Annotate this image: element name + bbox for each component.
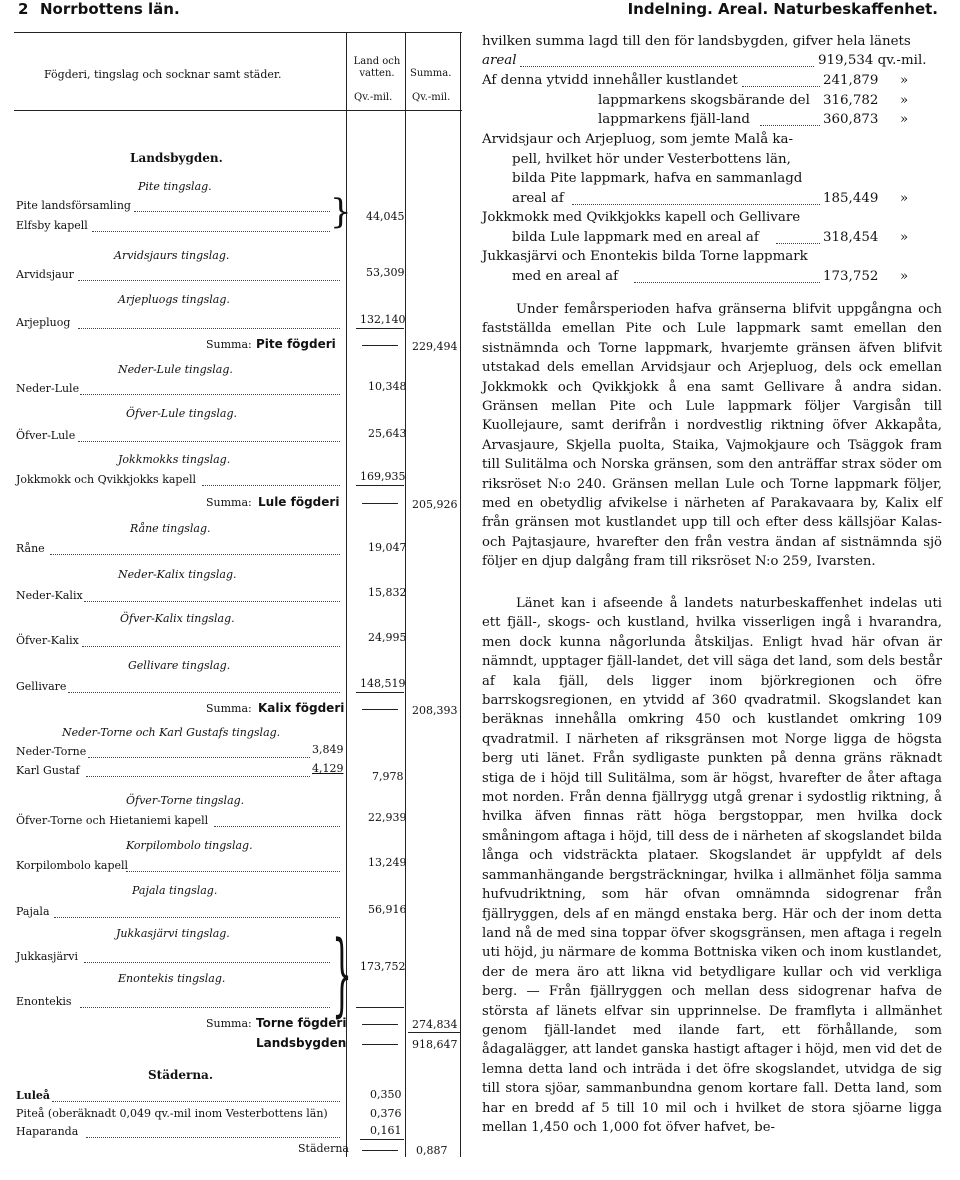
text-line: lappmarkens skogsbärande del [598,93,810,108]
tingslag-heading: Råne tingslag. [130,522,211,535]
area-value: 24,995 [368,631,407,644]
page-number: 2 [18,0,29,18]
area-value: 316,782 [823,93,879,108]
summa-label: Summa: [206,1017,252,1030]
section-staderna: Städerna. [148,1068,214,1082]
area-value: 53,309 [366,266,405,279]
head-rule [14,110,462,111]
area-value: 25,643 [368,427,407,440]
parish-name: Öfver-Kalix [16,634,79,647]
parish-name: Elfsby kapell [16,219,88,232]
ditto-mark: » [900,269,909,284]
ditto-mark: » [900,230,909,245]
parish-name: Jokkmokk och Qvikkjokks kapell [16,473,197,486]
paragraph-boundaries: Under femårsperioden hafva gränserna blifvit uppgångna och fastställda emellan Pite och Lule lappmark samt emellan den sistnämnda och Torne lappmark, hvarjemte gränsen äfven blifvit utstakad dels emellan Arvidsjaur och Arjepluog, dels ock emellan Jokkmokk och Qvikkjokk å ena samt Gellivare å andra sidan. Gränsen mellan Pite och Lule lappmark följer Vargisån till Kuollejaure, samt derifrån i nordvestlig riktning öfver Akkapåta, Arvasjaure, Skjella puolta, Staika, Vajmokjaure och Tsäggok fram till Sulitälma och Norska gränsen, som den anträffar strax söder om riksröset N:o 240. Gränsen mellan Lule och Torne lappmark följer, med en obetydlig afvikelse i närheten af Parakavaara by, Kalix elf från gränsen mot kustlandet upp till och efter dess källsjöar Kalas- och Pajtasjaure, hvarefter den från vestra ändan af sistnämnda sjö följer en djup dalgång fram till riksröset N:o 259, Ivarsten. [482,302,942,570]
parish-name: Öfver-Torne och Hietaniemi kapell [16,814,209,827]
fogderi-sum: 274,834 [412,1018,458,1031]
tingslag-heading: Neder-Kalix tingslag. [118,568,237,581]
area-value: 15,832 [368,586,407,599]
area-table [14,32,462,1157]
text-line: Af denna ytvidd innehåller kustlandet [482,73,738,88]
fogderi-sum: 229,494 [412,340,458,353]
tingslag-heading: Öfver-Torne tingslag. [126,794,245,807]
col-head-main: Fögderi, tingslag och socknar samt städer. [44,68,282,81]
area-value: 56,916 [368,903,407,916]
tingslag-heading: Öfver-Lule tingslag. [126,407,238,420]
fogderi-name: Torne fögderi [256,1016,347,1030]
area-value: 13,249 [368,856,407,869]
col-divider [460,32,461,1157]
parish-name: Neder-Lule [16,382,80,395]
col-head-land-unit: Qv.-mil. [354,92,393,103]
fogderi-sum: 205,926 [412,498,458,511]
area-value: 22,939 [368,811,407,824]
parish-name: Arjepluog [16,316,71,329]
area-value: 148,519 [360,677,406,690]
area-value: 173,752 [360,960,406,973]
area-value: 173,752 [823,269,879,284]
area-value: 0,376 [370,1107,402,1120]
page-title: Norrbottens län. [40,0,180,18]
tingslag-heading: Neder-Torne och Karl Gustafs tingslag. [62,726,281,739]
sub-value: 4,129 [312,762,344,775]
brace-icon: } [332,922,353,1027]
area-value: 318,454 [823,230,879,245]
text-line: pell, hvilket hör under Vesterbottens län, [512,152,791,167]
ditto-mark: » [900,93,909,108]
parish-name: Korpilombolo kapell [16,859,129,872]
total-area: 919,534 qv.-mil. [818,53,927,68]
area-value: 0,161 [370,1124,402,1137]
area-value: 7,978 [372,770,404,783]
tingslag-heading: Arjepluogs tingslag. [118,293,230,306]
ditto-mark: » [900,112,909,127]
fogderi-name: Kalix fögderi [258,701,345,715]
sub-value: 3,849 [312,743,344,756]
text-line: lappmarkens fjäll-land [598,112,750,127]
town-name: Piteå (oberäknadt 0,049 qv.-mil inom Vesterbottens län) [16,1107,328,1120]
text-line: Jokkmokk med Qvikkjokks kapell och Gellivare [482,210,801,225]
staderna-label: Städerna [298,1142,349,1155]
parish-name: Öfver-Lule [16,429,76,442]
paragraph-nature: Länet kan i afseende å landets naturbeskaffenhet indelas uti ett fjäll-, skogs- och kustland, hvilka visserligen ingå i hvarandra, men dock kunna någorlunda åtskiljas. Enligt hvad här ofvan är nämndt, upptager fjäll-landet, det vill säga det land, som dels består af kala fjäll, dels ligger inom björkregionen och öfre barrskogsregionen, en ytvidd af 360 qvadratmil. Skogslandet kan beräknas innehålla omkring 450 och kustlandet omkring 109 qvadratmil. I närheten af riksgränsen mot Norge ligga de högsta berg uti länet. Från sydligaste punkten på denna gräns räknadt stiga de i höjd till Sulitälma, som är högst, hvarefter de åter aftaga mot norden. Från denna fjällrygg utgå grenar i sydostlig riktning, å hvilka äfven finnas rätt höga bergstoppar, men hvilka dock småningom aftaga i höjd, till dess de i närheten af skogslandet bilda långa och vidsträckta plataer. Skogslandet är uppfyldt af dels sammanhängande bergsträckningar, hvilka i allmänhet följa samma hufvudriktning, som här ofvan omnämnda sidogrenar från fjällryggen, dels af en mängd enstaka berg. Här och der inom detta land nå de med sina toppar öfver skogsgränsen, men aftaga i regeln uti höjd, ju närmare de komma Bottniska viken och inom kustlandet, der de mera äro att likna vid betydligare kullar och vid verkliga berg. — Från fjällryggen och mellan dess sidogrenar hafva de största af länets elfvar sin upprinnelse. De framflyta i allmänhet genom fjäll-landet med ilande fart, ett förhållande, som ådagalägger, att landet ganska hastigt aftager i höjd, men vid det de lemna detta land och inträda i det öfre skogslandet, utvidga de sig till stora sjöar, sammanbundna genom kortare fall. Detta land, som har en bredd af 5 till 10 mil och i hvilket de stora sjöarne ligga mellan 1,450 och 1,000 fot öfver hafvet, be- [482,596,942,1135]
col-head-land: Land och vatten. [353,56,401,79]
area-value: 19,047 [368,541,407,554]
text-line: bilda Lule lappmark med en areal af [512,230,759,245]
text-line: med en areal af [512,269,619,284]
parish-name: Pajala [16,905,50,918]
text-line: bilda Pite lappmark, hafva en sammanlagd [512,171,803,186]
tingslag-heading: Arvidsjaurs tingslag. [114,249,230,262]
parish-name: Neder-Kalix [16,589,83,602]
brace-icon: } [330,192,352,232]
area-value: 10,348 [368,380,407,393]
parish-name: Jukkasjärvi [16,950,78,963]
ditto-mark: » [900,73,909,88]
text-line: Jukkasjärvi och Enontekis bilda Torne lappmark [482,249,808,264]
text-line: areal [482,53,517,68]
tingslag-heading: Jukkasjärvi tingslag. [116,927,230,940]
town-name: Luleå [16,1089,51,1102]
parish-name: Neder-Torne [16,745,87,758]
fogderi-name: Pite fögderi [256,337,336,351]
area-value: 185,449 [823,191,879,206]
summa-label: Summa: [206,496,252,509]
parish-name: Arvidsjaur [16,268,74,281]
summa-label: Summa: [206,702,252,715]
parish-name: Karl Gustaf [16,764,80,777]
town-name: Haparanda [16,1125,79,1138]
area-value: 44,045 [366,210,405,223]
fogderi-name: Lule fögderi [258,495,340,509]
col-head-sum-unit: Qv.-mil. [412,92,451,103]
area-value: 169,935 [360,470,406,483]
tingslag-heading: Jokkmokks tingslag. [118,453,231,466]
tingslag-heading: Enontekis tingslag. [118,972,226,985]
area-value: 132,140 [360,313,406,326]
tingslag-heading: Neder-Lule tingslag. [118,363,233,376]
running-title: Indelning. Areal. Naturbeskaffenhet. [627,0,938,18]
section-landsbygden: Landsbygden. [130,151,223,165]
ditto-mark: » [900,191,909,206]
landsbygden-total: 918,647 [412,1038,458,1051]
tingslag-heading: Öfver-Kalix tingslag. [120,612,235,625]
area-value: 241,879 [823,73,879,88]
tingslag-heading: Korpilombolo tingslag. [126,839,253,852]
landsbygden-total-label: Landsbygden [256,1036,347,1050]
text-line: areal af [512,191,564,206]
text-line: Arvidsjaur och Arjepluog, som jemte Malå ka- [482,132,794,147]
parish-name: Gellivare [16,680,67,693]
area-value: 0,350 [370,1088,402,1101]
tingslag-heading: Gellivare tingslag. [128,659,231,672]
tingslag-heading: Pite tingslag. [138,180,212,193]
col-head-sum: Summa. [410,68,452,79]
parish-name: Pite landsförsamling [16,199,131,212]
summa-label: Summa: [206,338,252,351]
parish-name: Råne [16,542,45,555]
text-line: hvilken summa lagd till den för landsbygden, gifver hela länets [482,34,911,49]
fogderi-sum: 208,393 [412,704,458,717]
staderna-total: 0,887 [416,1144,448,1157]
tingslag-heading: Pajala tingslag. [132,884,218,897]
parish-name: Enontekis [16,995,72,1008]
page-header [0,0,960,22]
area-value: 360,873 [823,112,879,127]
